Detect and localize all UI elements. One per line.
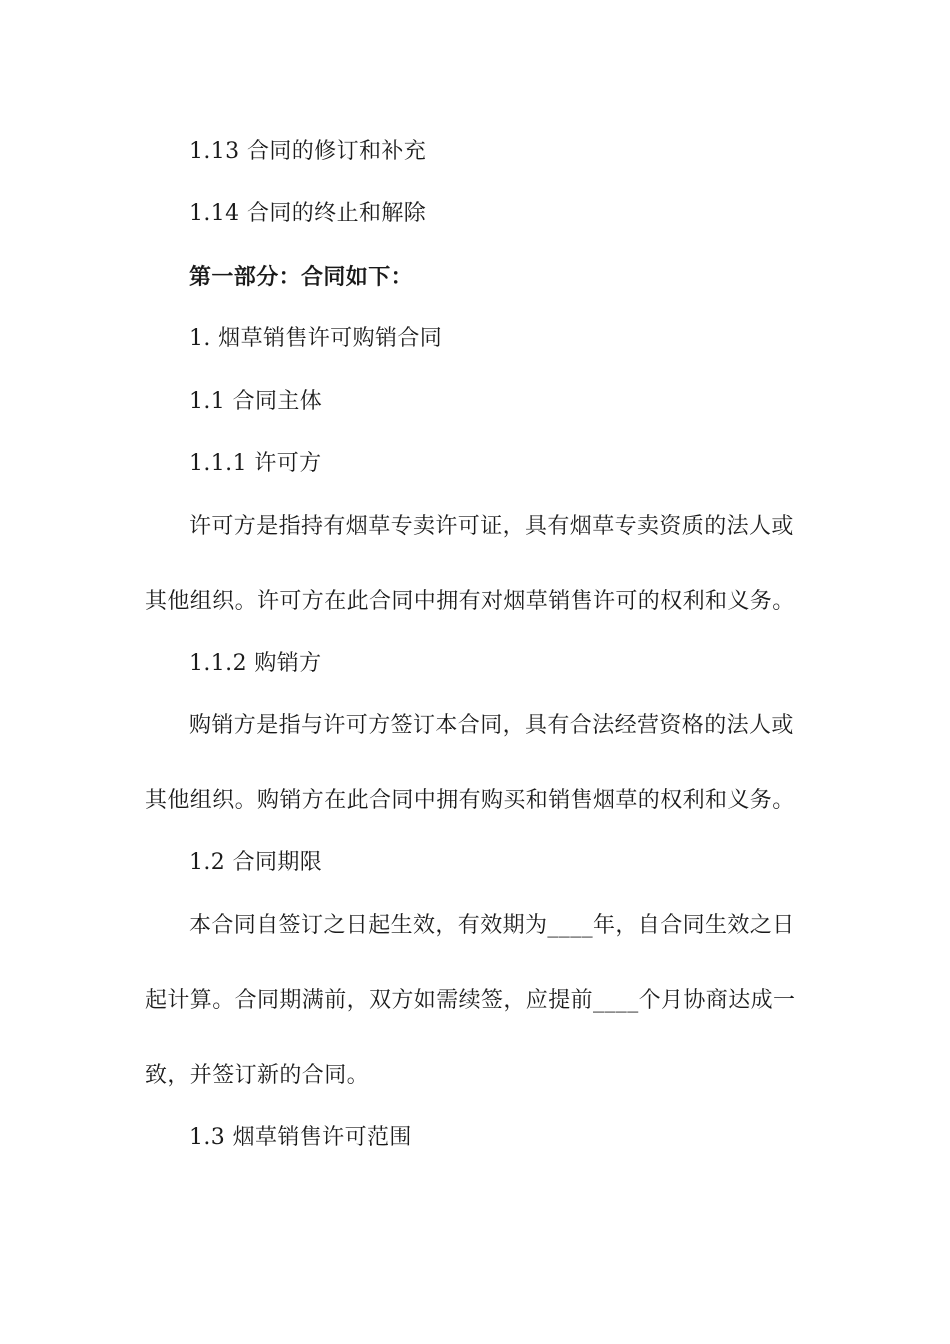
toc-item-amendment: 1.13 合同的修订和补充: [189, 139, 427, 164]
paragraph-term-line-1: 本合同自签订之日起生效，有效期为____年，自合同生效之日: [189, 913, 795, 938]
paragraph-licensor-line-1: 许可方是指持有烟草专卖许可证，具有烟草专卖资质的法人或: [189, 514, 794, 539]
paragraph-term-line-2: 起计算。合同期满前，双方如需续签，应提前____个月协商达成一: [145, 988, 796, 1013]
clause-heading-licensor: 1.1.1 许可方: [189, 451, 322, 476]
toc-item-termination: 1.14 合同的终止和解除: [189, 201, 427, 226]
paragraph-term-line-3: 致，并签订新的合同。: [145, 1063, 370, 1088]
paragraph-buyer-line-2: 其他组织。购销方在此合同中拥有购买和销售烟草的权利和义务。: [145, 788, 795, 813]
contract-title: 1. 烟草销售许可购销合同: [189, 326, 443, 351]
paragraph-licensor-line-2: 其他组织。许可方在此合同中拥有对烟草销售许可的权利和义务。: [145, 589, 795, 614]
clause-heading-buyer: 1.1.2 购销方: [189, 651, 322, 676]
clause-heading-term: 1.2 合同期限: [189, 850, 323, 875]
paragraph-buyer-line-1: 购销方是指与许可方签订本合同，具有合法经营资格的法人或: [189, 713, 794, 738]
clause-heading-parties: 1.1 合同主体: [189, 389, 323, 414]
section-heading: 第一部分：合同如下：: [189, 264, 414, 290]
clause-heading-scope: 1.3 烟草销售许可范围: [189, 1125, 412, 1150]
